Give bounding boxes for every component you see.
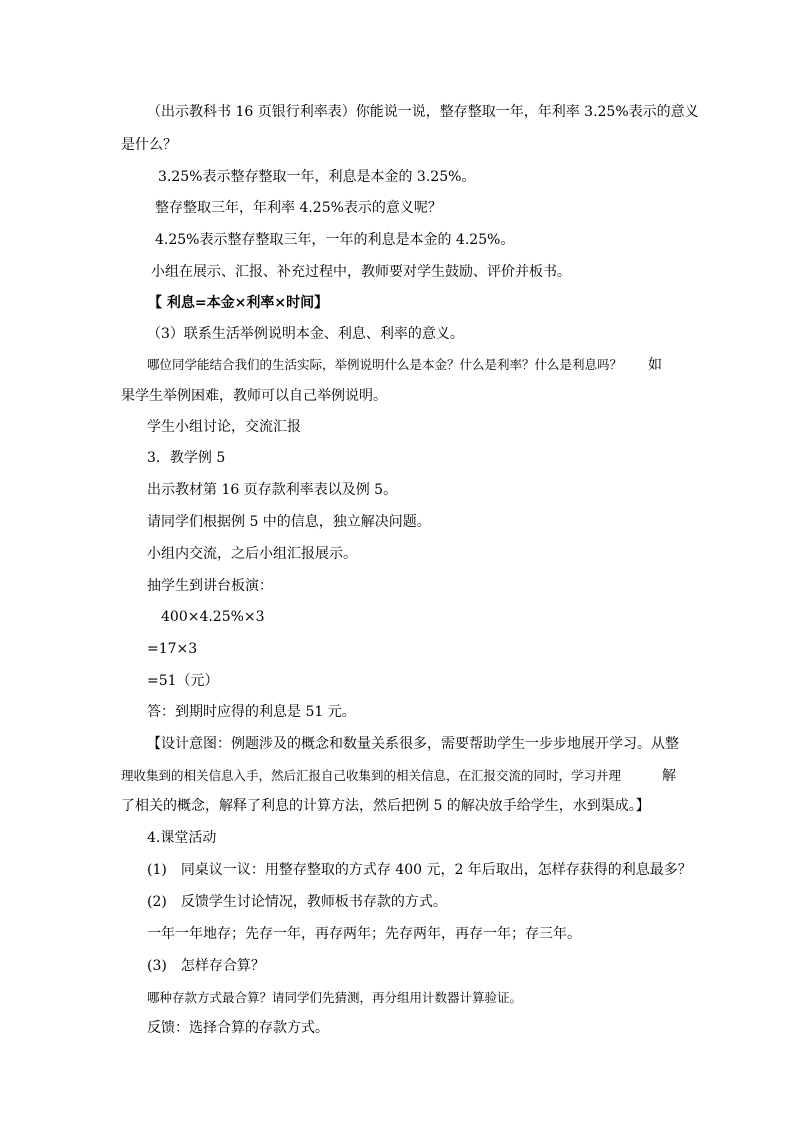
paragraph-line: 是什么？ [121,137,177,153]
paragraph-line: 反馈：选择合算的存款方式。 [147,1020,329,1036]
paragraph-line: 4.25%表示整存整取三年，一年的利息是本金的 4.25%。 [155,232,515,248]
paragraph-line: 出示教材第 16 页存款利率表以及例 5。 [147,482,398,498]
paragraph-line: 哪位同学能结合我们的生活实际，举例说明什么是本金？什么是利率？什么是利息吗？ [147,357,623,372]
calculation-line: =17×3 [147,641,198,657]
paragraph-line: （出示教科书 16 页银行利率表）你能说一说，整存整取一年，年利率 3.25%表示的意义 [147,104,699,120]
paragraph-line: 如 [648,357,662,373]
list-item: (1) 同桌议一议：用整存整取的方式存 400 元，2 年后取出，怎样存获得的利息最多？ [147,862,692,878]
paragraph-line: 学生小组讨论，交流汇报 [147,419,301,435]
paragraph-line: 一年一年地存；先存一年，再存两年；先存两年，再存一年；存三年。 [147,926,581,942]
paragraph-line: 小组内交流，之后小组汇报展示。 [147,546,357,562]
list-item: (3) 怎样存合算？ [147,958,265,974]
paragraph-line: 小组在展示、汇报、补充过程中，教师要对学生鼓励、评价并板书。 [151,264,571,280]
paragraph-line: 抽学生到讲台板演： [147,578,273,594]
section-heading: 4.课堂活动 [147,830,217,846]
paragraph-line: 整存整取三年，年利率 4.25%表示的意义呢？ [155,200,442,216]
design-intent-line: 【设计意图：例题涉及的概念和数量关系很多，需要帮助学生一步步地展开学习。从整 [147,736,679,752]
design-intent-line: 解 [662,768,676,784]
paragraph-line: 3.25%表示整存整取一年，利息是本金的 3.25%。 [158,169,476,185]
paragraph-line: 果学生举例困难，教师可以自己举例说明。 [121,388,387,404]
design-intent-line: 理收集到的相关信息入手，然后汇报自己收集到的相关信息，在汇报交流的同时，学习并理 [121,768,622,783]
paragraph-line: 请同学们根据例 5 中的信息，独立解决问题。 [147,514,431,530]
list-item: (2) 反馈学生讨论情况，教师板书存款的方式。 [147,894,447,910]
paragraph-line: 哪种存款方式最合算？请同学们先猜测，再分组用计数器计算验证。 [147,990,523,1005]
calculation-line: =51（元） [147,673,219,689]
answer-line: 答：到期时应得的利息是 51 元。 [147,704,356,720]
calculation-line: 400×4.25%×3 [161,609,265,625]
formula-heading: 【 利息=本金×利率×时间】 [148,295,329,311]
design-intent-line: 了相关的概念，解释了利息的计算方法，然后把例 5 的解决放手给学生，水到渠成。】 [121,798,650,814]
section-heading: 3．教学例 5 [147,450,226,466]
paragraph-line: （3）联系生活举例说明本金、利息、利率的意义。 [147,326,464,342]
